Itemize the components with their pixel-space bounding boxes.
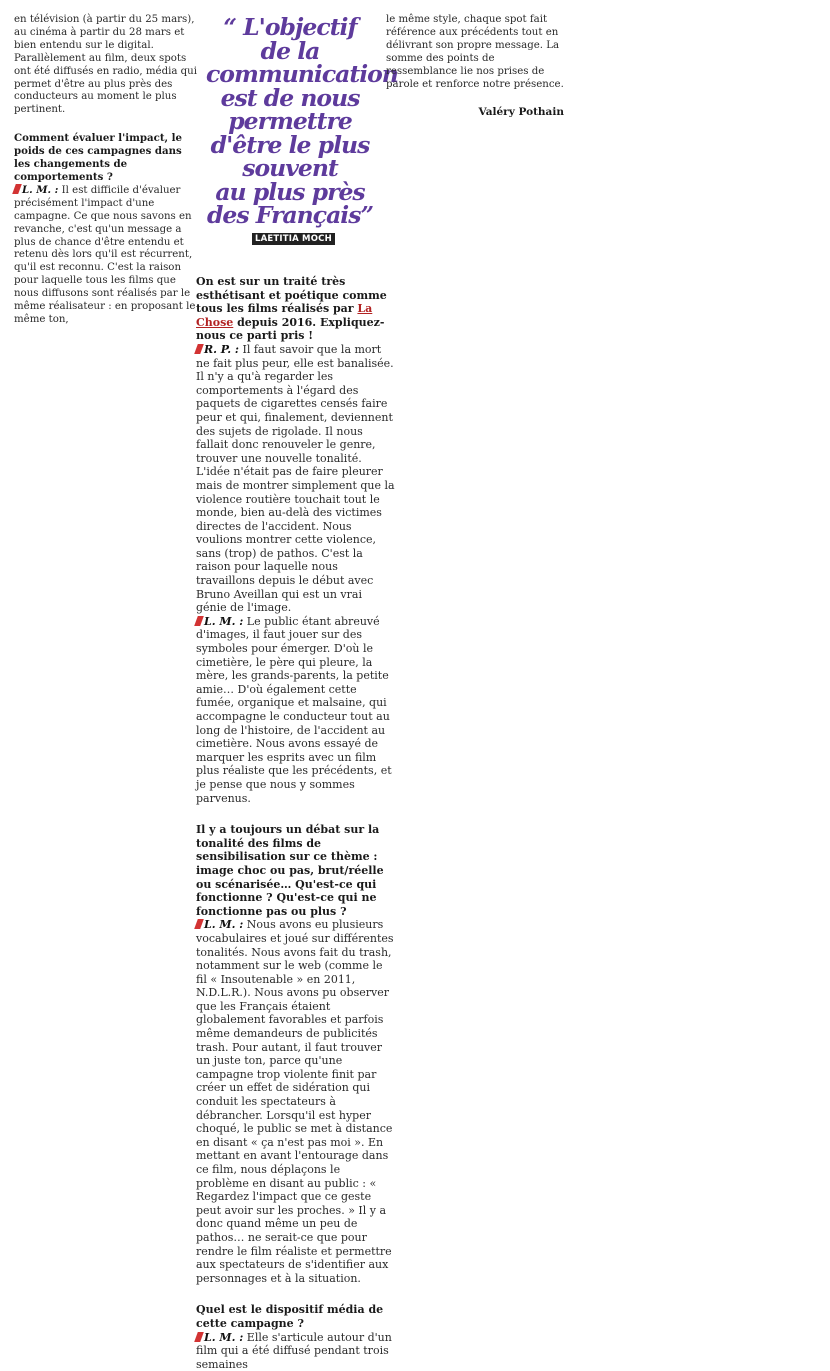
answer-text: Elle s'articule autour d'un film qui a été diffusé pendant trois semaines (196, 1330, 392, 1371)
speaker-label: L. M. : (204, 614, 244, 628)
pull-quote-line: permettre (228, 107, 352, 135)
right-paragraph: le même style, chaque spot fait référence aux précédents tout en délivrant son propre message. La somme des points de ressemblance lie nos prises de parole et renforce notre présence. (386, 14, 564, 90)
speaker-label: R. P. : (204, 342, 239, 356)
speaker-label: L. M. : (204, 918, 244, 932)
pull-quote-line: “ L'objectif de la (223, 13, 357, 65)
speaker-slash-icon (12, 184, 22, 194)
answer-paragraph (196, 343, 396, 615)
brand-link[interactable]: La Chose (196, 302, 373, 329)
question-media: Quel est le dispositif média de cette campagne ? (196, 1303, 384, 1330)
pull-quote-line: souvent (242, 154, 338, 182)
speaker-slash-icon (194, 1332, 204, 1342)
author-signature: Valéry Pothain (478, 106, 564, 118)
answer-paragraph (196, 1331, 396, 1371)
photo-credit: LAETITIA MOCH (252, 233, 335, 245)
pull-quote-line: au plus près (215, 177, 365, 206)
answer-paragraph (196, 918, 396, 1285)
right-column (386, 14, 566, 91)
main-column (196, 275, 396, 1371)
pull-quote-line: communication (206, 60, 398, 88)
speaker-slash-icon (194, 344, 204, 354)
answer-text: Le public étant abreuvé d'images, il faut jouer sur des symboles pour émerger. D'où le cimetière, le père qui pleure, la mère, les grands-parents, la petite amie… D'où également cette fumée, organique et malsaine, qui accompagne le conducteur tout au long de l'histoire, de l'accident au cimetière. Nous avons essayé de marquer les esprits avec un film plus réaliste que les précédents, et je pense que nous y sommes parvenus. (196, 614, 392, 805)
speaker-slash-icon (194, 616, 204, 626)
question-text: On est sur un traité très esthétisant et poétique comme tous les films réalisés par (196, 275, 387, 316)
pull-quote-line: d'être le plus (210, 130, 370, 159)
left-column (14, 14, 197, 327)
left-intro-paragraph: en télévision (à partir du 25 mars), au cinéma à partir du 28 mars et bien entendu sur le digital. Parallèlement au film, deux spots ont été diffusés en radio, média qui permet d'être au plus près des conducteurs au moment le plus pertinent. (14, 14, 198, 116)
question-aesthetic (196, 275, 396, 343)
pull-quote (206, 13, 398, 229)
pull-quote-line: est de nous (220, 83, 360, 112)
pull-quote-line: des Français” (207, 201, 373, 229)
speaker-slash-icon (194, 919, 204, 929)
answer-paragraph (196, 615, 396, 805)
speaker-label: L. M. : (204, 1330, 244, 1344)
answer-text: Il faut savoir que la mort ne fait plus peur, elle est banalisée. Il n'y a qu'à regarder les comportements à l'égard des paquets de cigarettes censés faire peur et qui, finalement, deviennent des sujets de rigolade. Il nous fallait donc renouveler le genre, trouver une nouvelle tonalité. L'idée n'était pas de faire pleurer mais de montrer simplement que la violence routière touchait tout le monde, bien au-delà des victimes directes de l'accident. Nous voulions montrer cette violence, sans (trop) de pathos. C'est la raison pour laquelle nous travaillons depuis le début avec Bruno Aveillan qui est un vrai génie de l'image. (196, 342, 395, 615)
question-text: depuis 2016. Expliquez-nous ce parti pris ! (196, 315, 385, 343)
left-question: Comment évaluer l'impact, le poids de ces campagnes dans les changements de comportements ? (14, 132, 182, 183)
question-tonality: Il y a toujours un débat sur la tonalité des films de sensibilisation sur ce thème : image choc ou pas, brut/réelle ou scénarisée… Qu'est-ce qui fonctionne ? Qu'est-ce qui ne fonctionne pas ou plus ? (196, 823, 384, 918)
speaker-label: L. M. : (22, 183, 59, 196)
answer-text: Nous avons eu plusieurs vocabulaires et joué sur différentes tonalités. Nous avons fait du trash, notamment sur le web (comme le fil « Insoutenable » en 2011, N.D.L.R.). Nous avons pu observer que les Français étaient globalement favorables et parfois même demandeurs de publicités trash. Pour autant, il faut trouver un juste ton, parce qu'une campagne trop violente finit par créer un effet de sidération qui conduit les spectateurs à débrancher. Lorsqu'il est hyper choqué, le public se met à distance en disant « ça n'est pas moi ». En mettant en avant l'entourage dans ce film, nous déplaçons le problème en disant au public : « Regardez l'impact que ce geste peut avoir sur les proches. » Il y a donc quand même un peu de pathos… ne serait-ce que pour rendre le film réaliste et permettre aux spectateurs de s'identifier aux personnages et à la situation. (196, 918, 394, 1285)
left-answer-paragraph (14, 184, 197, 327)
left-answer-text: Il est difficile d'évaluer précisément l'impact d'une campagne. Ce que nous savons en revanche, c'est qu'un message a plus de chance d'être entendu et retenu dès lors qu'il est récurrent, qu'il est reconnu. C'est la raison pour laquelle tous les films que nous diffusons sont réalisés par le même réalisateur : en proposant le même ton, (14, 184, 196, 325)
